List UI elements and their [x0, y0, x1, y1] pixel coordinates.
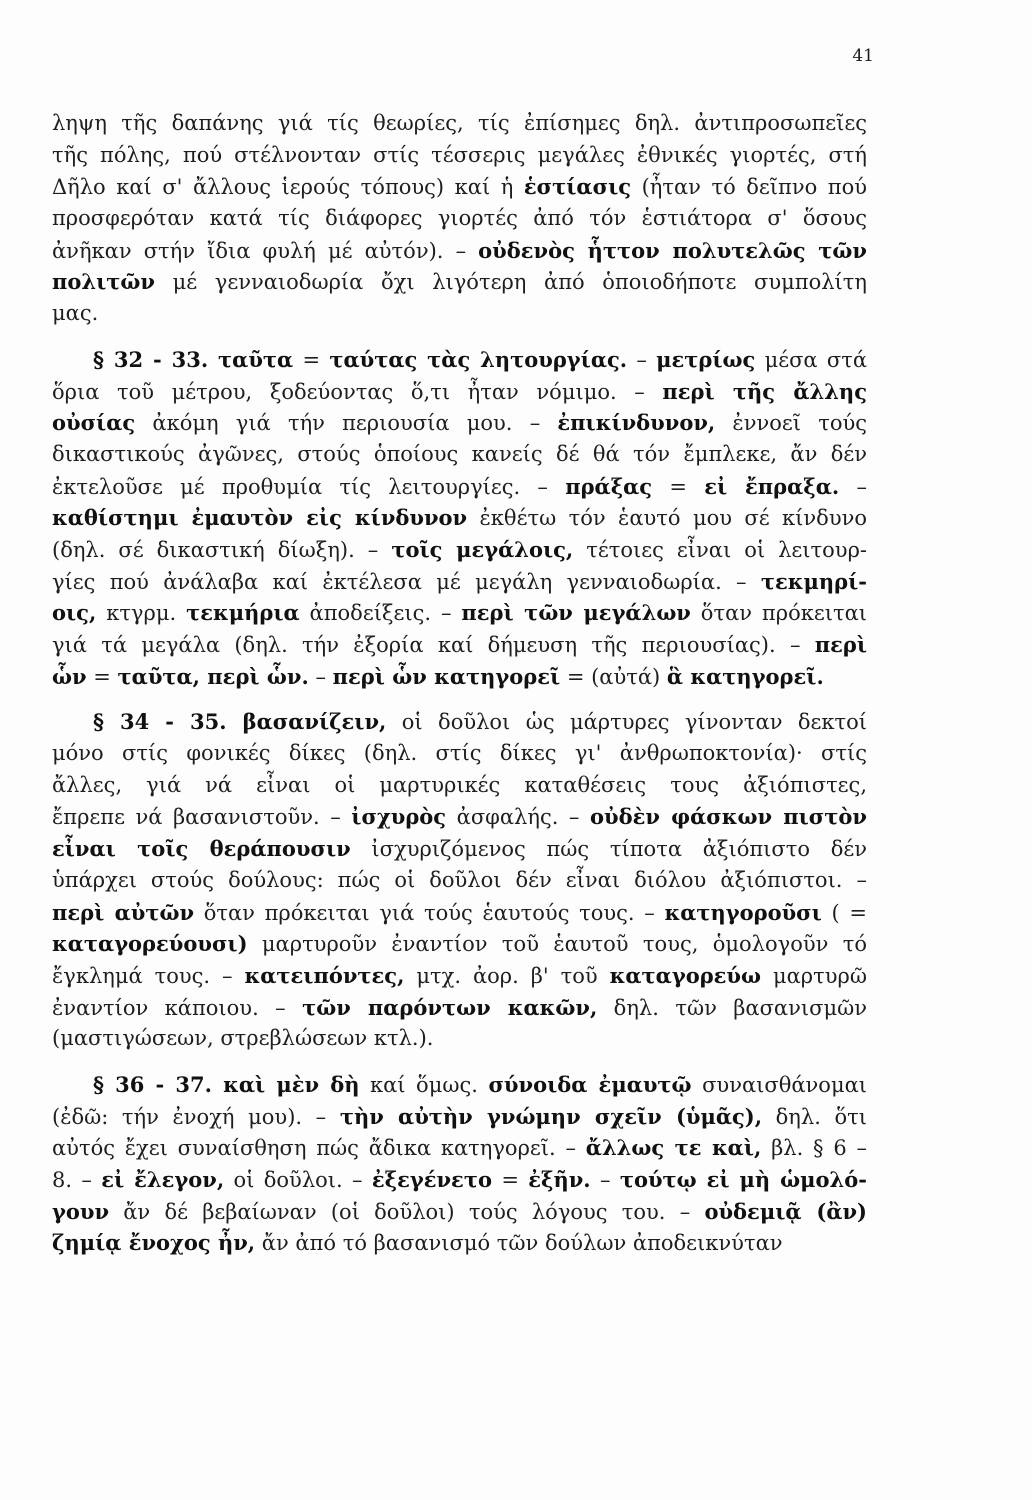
text-segment: ( = [821, 900, 867, 925]
text-line [52, 897, 867, 929]
text-line [52, 171, 867, 203]
text-segment: ἐννοεῖ τούς [715, 411, 867, 436]
text-segment: μέσα στά [755, 347, 867, 372]
text-segment: – [590, 1168, 620, 1192]
bold-term: περὶ [814, 632, 867, 657]
text-line [52, 928, 867, 960]
bold-term: ἐπικίνδυνον, [557, 410, 716, 436]
text-line [52, 1069, 867, 1101]
text-segment: Δῆλο καί σ' ἄλλους ἱερούς τόπους) καί ἡ [52, 175, 524, 200]
bold-term: εἰ ἔλεγον, [101, 1167, 225, 1192]
page-number: 41 [852, 46, 874, 66]
text-segment: = [86, 664, 118, 689]
text-segment: οἱ δοῦλοι ὡς μάρτυρες γίνονταν δεκτοί [386, 710, 867, 735]
text-segment: μτχ. ἀορ. β' τοῦ [404, 963, 610, 988]
text-segment: ὅταν πρόκειται [690, 601, 867, 626]
text-segment: ἀποδείξεις. – [299, 601, 462, 626]
text-segment: – [627, 347, 657, 372]
text-segment: = [491, 1168, 529, 1192]
bold-term: γουν [52, 1198, 110, 1224]
bold-term: οὐσίας [52, 410, 136, 436]
bold-term: ἃ κατηγορεῖ. [666, 663, 824, 689]
bold-term: § 34 - 35. βασανίζειν, [93, 709, 387, 735]
text-line [52, 1132, 867, 1164]
bold-term: κατειπόντες, [244, 962, 405, 988]
text-line [52, 203, 867, 235]
text-line [52, 140, 867, 172]
bold-term: καταγορεύω [609, 962, 761, 988]
text-line [52, 1101, 867, 1133]
bold-term: ὧν [52, 663, 87, 689]
text-segment: = (αὐτά) [560, 664, 667, 689]
bold-term: περὶ ὧν κατηγορεῖ [332, 663, 561, 689]
text-segment: μαρτυρῶ [761, 963, 867, 988]
bold-term: ἰσχυρὸς [351, 804, 447, 830]
text-line [52, 661, 867, 693]
bold-term: εἶναι τοῖς θεράπουσιν [52, 836, 351, 862]
bold-term: ἐξεγένετο [371, 1167, 492, 1192]
text-line [52, 534, 867, 566]
text-segment: (δηλ. σέ δικαστική δίωξη). – [52, 537, 392, 562]
bold-term: οις, [52, 600, 97, 626]
text-segment: ἀνῆκαν στήν ἴδια φυλή μέ αὐτόν). – [52, 238, 479, 263]
bold-term: οὐδενὸς ἧττον πολυτελῶς τῶν [478, 237, 867, 263]
text-line [52, 471, 867, 503]
text-segment: τέτοιες εἶναι οἱ λειτουρ- [573, 537, 867, 562]
text-line [52, 502, 867, 534]
bold-term: § 32 - 33. ταῦτα [93, 346, 294, 372]
text-segment: (μαστιγώσεων, στρεβλώσεων κτλ.). [52, 1026, 434, 1051]
bold-term: τοῖς μεγάλοις, [391, 536, 574, 562]
bold-term: τῶν παρόντων κακῶν, [302, 994, 598, 1020]
text-segment: ἄν ἀπό τό βασανισμό τῶν δούλων ἀποδεικνύταν [255, 1231, 783, 1256]
text-segment: δικαστικούς ἀγῶνες, στούς ὁποίους κανείς δέ θά τόν ἔμπλεκε, ἄν δέν [52, 441, 867, 466]
bold-term: ἄλλως τε καὶ, [585, 1135, 762, 1161]
bold-term: ζημίᾳ ἔνοχος ἦν, [52, 1230, 256, 1256]
text-segment: ἰσχυριζόμενος πώς τίποτα ἀξιόπιστο δέν [350, 837, 867, 862]
text-line [52, 1196, 867, 1228]
text-line [52, 706, 867, 738]
text-segment: μαρτυροῦν ἐναντίον τοῦ ἑαυτοῦ τους, ὁμολογοῦν τό [247, 932, 867, 957]
text-segment: γίες πού ἀνάλαβα καί ἐκτέλεσα μέ μεγάλη γενναιοδωρία. – [52, 569, 761, 594]
bold-term: οὐδὲν φάσκων πιστὸν [590, 804, 867, 830]
text-segment: ἄν δέ βεβαίωναν (οἱ δοῦλοι) τούς λόγους του. – [109, 1199, 705, 1224]
text-segment: ἄλλες, γιά νά εἶναι οἱ μαρτυρικές καταθέσεις τους ἀξιόπιστες, [52, 772, 867, 797]
bold-term: καθίστημι ἐμαυτὸν εἰς κίνδυνον [52, 505, 468, 531]
bold-term: οὐδεμιᾷ (ἂν) [704, 1198, 867, 1224]
bold-term: ἐξῆν. [528, 1167, 591, 1192]
text-segment: ἐκτελοῦσε μέ προθυμία τίς λειτουργίες. – [52, 474, 566, 499]
bold-term: τούτῳ εἰ μὴ ὡμολό- [619, 1167, 867, 1192]
text-segment: συναισθάνομαι [691, 1072, 867, 1097]
text-line [52, 801, 867, 833]
bold-term: σύνοιδα ἐμαυτῷ [488, 1071, 692, 1097]
text-line [52, 266, 867, 298]
text-line [52, 376, 867, 408]
text-line [52, 833, 867, 865]
text-line [52, 597, 867, 629]
text-segment: ὅταν πρόκειται γιά τούς ἑαυτούς τους. – [194, 900, 665, 925]
bold-term: τεκμήρια [186, 600, 300, 626]
text-segment: οἱ δοῦλοι. – [224, 1168, 372, 1192]
text-line [52, 770, 867, 802]
text-line [52, 738, 867, 770]
text-segment: (ἐδῶ: τήν ἐνοχή μου). – [52, 1104, 340, 1129]
text-line [52, 407, 867, 439]
text-segment: βλ. § 6 – [761, 1136, 867, 1161]
text-segment: ἔπρεπε νά βασανιστοῦν. – [52, 805, 352, 830]
text-segment: προσφερόταν κατά τίς διάφορες γιορτές ἀπό τόν ἑστιάτορα σ' ὅσους [52, 206, 867, 231]
text-line [52, 992, 867, 1024]
text-segment: – [308, 664, 333, 689]
text-segment: δηλ. τῶν βασανισμῶν [597, 995, 867, 1020]
text-segment: ἐκθέτω τόν ἑαυτό μου σέ κίνδυνο [467, 506, 867, 531]
text-line [52, 629, 867, 661]
text-segment: αὐτός ἔχει συναίσθηση πώς ἄδικα κατηγορεῖ. – [52, 1136, 586, 1161]
text-segment: (ἦταν τό δεῖπνο πού [631, 175, 867, 200]
text-segment: κτγρμ. [96, 601, 187, 626]
text-segment: ἔγκλημά τους. – [52, 963, 245, 988]
text-line [52, 960, 867, 992]
text-segment: ἀσφαλής. – [446, 805, 590, 830]
bold-term: τεκμηρί- [760, 568, 867, 594]
text-line [52, 344, 867, 376]
text-segment: μας. [52, 301, 99, 326]
text-segment: = [652, 474, 705, 499]
text-segment: γιά τά μεγάλα (δηλ. τήν ἐξορία καί δήμευση τῆς περιουσίας). – [52, 633, 815, 657]
text-line [52, 865, 867, 897]
text-segment: 8. – [52, 1168, 102, 1192]
text-segment: δηλ. ὅτι [762, 1104, 867, 1129]
bold-term: ταύτας τὰς λητουργίας. [329, 346, 628, 372]
bold-term: πολιτῶν [52, 269, 155, 295]
bold-term: τὴν αὐτὴν γνώμην σχεῖν (ὑμᾶς), [339, 1103, 763, 1129]
bold-term: πράξας [565, 473, 653, 499]
text-segment: ἀκόμη γιά τήν περιουσία μου. – [135, 411, 558, 436]
text-line [52, 298, 867, 330]
text-segment: ὅρια τοῦ μέτρου, ξοδεύοντας ὅ,τι ἦταν νόμιμο. – [52, 379, 663, 404]
bold-term: ταῦτα, περὶ ὧν. [117, 663, 309, 689]
text-line [52, 1164, 867, 1196]
bold-term: ἑστίασις [523, 174, 632, 200]
text-segment: μέ γενναιοδωρία ὄχι λιγότερη ἀπό ὁποιοδήποτε συμπολίτη [154, 270, 867, 295]
text-line [52, 439, 867, 471]
text-segment: ληψη τῆς δαπάνης γιά τίς θεωρίες, τίς ἐπίσημες δηλ. ἀντιπροσωπεῖες [52, 111, 867, 135]
bold-term: εἰ ἔπραξα. [704, 473, 840, 499]
bold-term: περὶ αὐτῶν [52, 899, 195, 925]
bold-term: καταγορεύουσι) [52, 931, 248, 957]
text-segment: – [839, 474, 867, 499]
bold-term: περὶ τῆς ἄλλης [662, 378, 867, 404]
text-line [52, 1227, 867, 1259]
text-segment: τῆς πόλης, πού στέλνονταν στίς τέσσερις μεγάλες ἐθνικές γιορτές, στή [52, 142, 867, 167]
bold-term: μετρίως [656, 346, 756, 372]
bold-term: περὶ τῶν μεγάλων [461, 600, 691, 626]
text-segment: μόνο στίς φονικές δίκες (δηλ. στίς δίκες γι' ἀνθρωποκτονία)· στίς [52, 741, 867, 766]
bold-term: § 36 - 37. καὶ μὲν δὴ [93, 1071, 360, 1097]
text-line [52, 108, 867, 140]
text-segment: ἐναντίον κάποιου. – [52, 995, 303, 1020]
text-line [52, 1023, 867, 1055]
commentary-text [52, 108, 867, 1259]
text-segment: ὑπάρχει στούς δούλους: πώς οἱ δοῦλοι δέν εἶναι διόλου ἀξιόπιστοι. – [52, 867, 867, 892]
text-segment: καί ὅμως. [359, 1072, 489, 1097]
text-line [52, 235, 867, 267]
text-segment: = [293, 347, 330, 372]
bold-term: κατηγοροῦσι [664, 899, 822, 925]
text-line [52, 566, 867, 598]
